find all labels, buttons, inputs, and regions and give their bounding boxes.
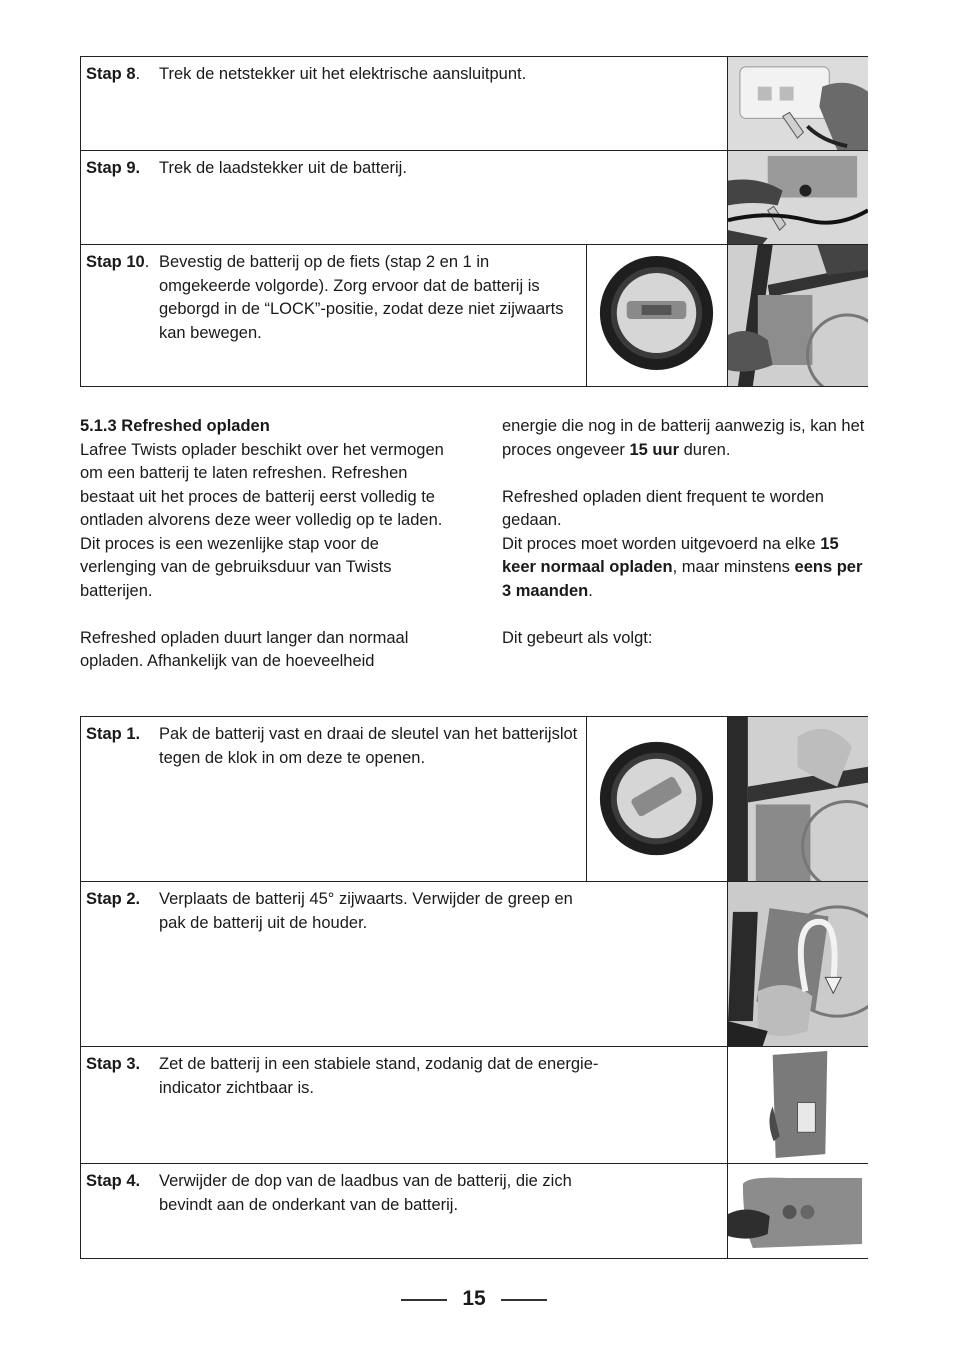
step-row	[81, 1164, 867, 1258]
footer-rule-right	[501, 1299, 547, 1301]
lock-dial-photo	[586, 717, 727, 881]
step-text: Trek de laadstekker uit de batterij.	[159, 159, 407, 177]
page-number: 15	[462, 1287, 486, 1310]
battery-on-bike-photo	[727, 245, 868, 386]
page-footer	[0, 1284, 954, 1314]
step-row	[81, 1047, 867, 1164]
step-text: Verwijder de dop van de laadbus van de batterij, die zich bevindt aan de onderkant van de batterij.	[159, 1172, 572, 1214]
battery-standing-photo	[727, 1047, 868, 1163]
steps-table-bottom	[80, 716, 868, 1259]
step-label: Stap 4.	[86, 1172, 141, 1190]
step-text: Verplaats de batterij 45° zijwaarts. Verwijder de greep en pak de batterij uit de houder.	[159, 890, 573, 932]
battery-cap-removal-photo	[727, 1164, 868, 1258]
wall-outlet-plug-photo	[727, 57, 868, 150]
step-text: Zet de batterij in een stabiele stand, zodanig dat de energie-indicator zichtbaar is.	[159, 1055, 599, 1097]
step-label: Stap 1.	[86, 725, 141, 743]
step-row	[81, 717, 867, 882]
hand-on-battery-lock-photo	[727, 717, 868, 881]
step-row	[81, 151, 867, 245]
paragraph: Refreshed opladen dient frequent te worden gedaan. Dit proces moet worden uitgevoerd na elke 15 keer normaal opladen, maar minstens eens per 3 maanden.	[502, 487, 863, 600]
step-label: Stap 2.	[86, 890, 141, 908]
section-heading: 5.1.3 Refreshed opladen	[80, 417, 270, 435]
lock-dial-photo	[586, 245, 727, 386]
text-column-right	[502, 415, 872, 674]
text-column-left	[80, 415, 450, 697]
step-text: Trek de netstekker uit het elektrische aansluitpunt.	[159, 65, 527, 83]
step-label: Stap 3.	[86, 1055, 141, 1073]
paragraph: Dit gebeurt als volgt:	[502, 628, 653, 647]
step-row	[81, 882, 867, 1047]
battery-removal-arrow-photo	[727, 882, 868, 1046]
paragraph: Refreshed opladen duurt langer dan normaal opladen. Afhankelijk van de hoeveelheid	[80, 628, 409, 670]
step-label: Stap 8.	[86, 65, 141, 83]
step-label: Stap 10.	[86, 253, 150, 271]
step-text: Bevestig de batterij op de fiets (stap 2 en 1 in omgekeerde volgorde). Zorg ervoor dat de batterij is geborgd in de “LOCK”-positie, zodat deze niet zijwaarts kan bewegen.	[159, 253, 564, 342]
footer-rule-left	[401, 1299, 447, 1301]
step-row	[81, 57, 867, 151]
paragraph: Lafree Twists oplader beschikt over het vermogen om een batterij te laten refreshen. Refreshen bestaat uit het proces de batterij eerst volledig te ontladen alvorens deze weer volledig op te laden. Dit proces is een wezenlijke stap voor de verlenging van de gebruiksduur van Twists batterijen.	[80, 440, 444, 600]
paragraph: energie die nog in de batterij aanwezig is, kan het proces ongeveer 15 uur duren.	[502, 417, 865, 459]
battery-charging-plug-photo	[727, 151, 868, 244]
step-text: Pak de batterij vast en draai de sleutel van het batterijslot tegen de klok in om deze te openen.	[159, 725, 578, 767]
steps-table-top	[80, 56, 868, 387]
step-label: Stap 9.	[86, 159, 141, 177]
step-row	[81, 245, 867, 386]
